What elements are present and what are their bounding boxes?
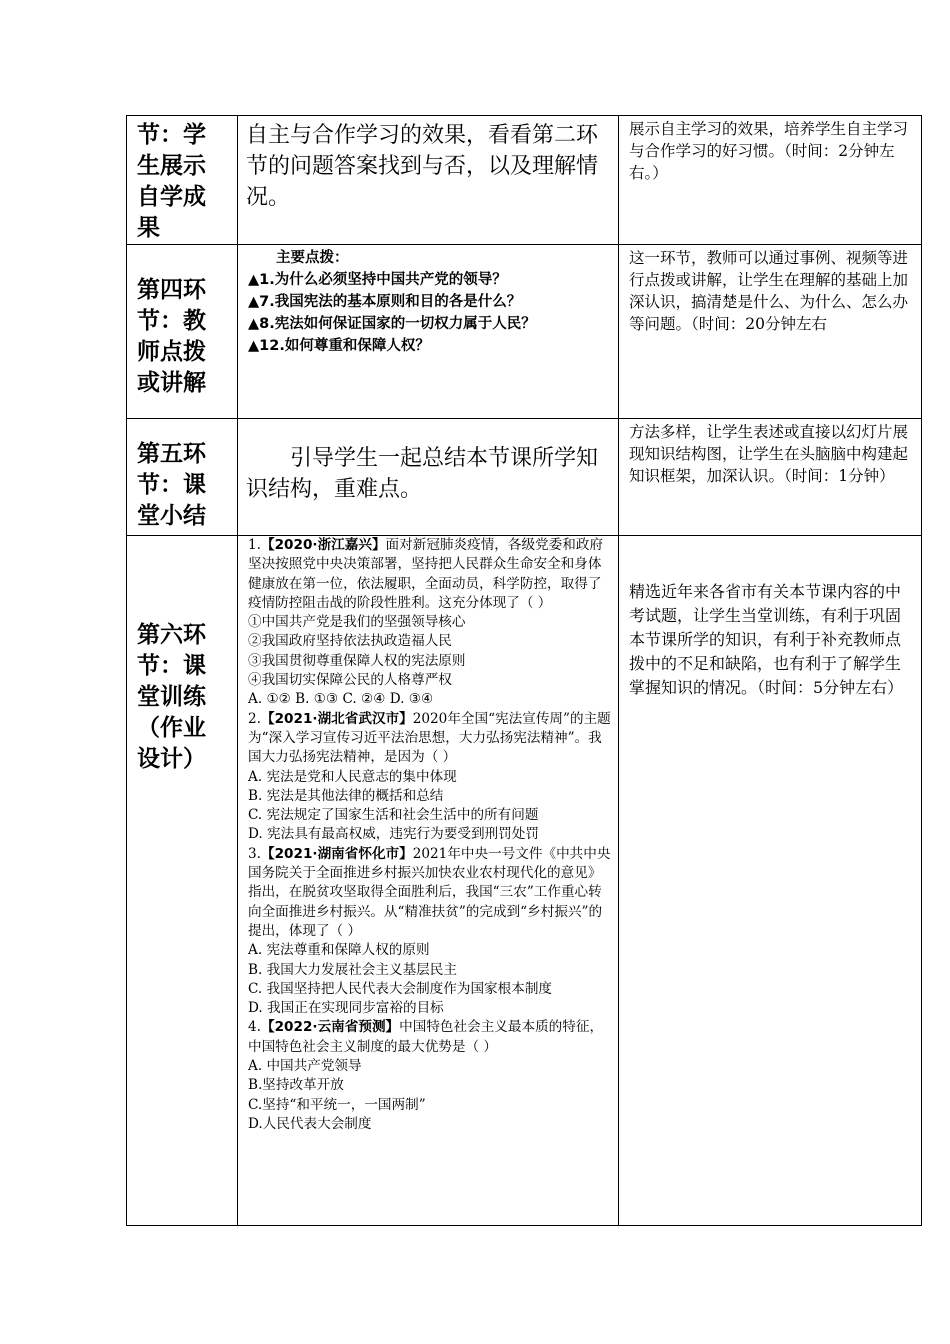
content-cell xyxy=(238,419,619,536)
option: D.人民代表大会制度 xyxy=(248,1115,372,1132)
option: C. 宪法规定了国家生活和社会生活中的所有问题 xyxy=(248,807,539,824)
table-row xyxy=(127,419,922,536)
table-row xyxy=(127,245,922,419)
option: B. 我国大力发展社会主义基层民主 xyxy=(248,961,457,978)
question: 4.【2022·云南省预测】中国特色社会主义最本质的特征，中国特色社会主义制度的最大优势是（ ） xyxy=(248,1019,604,1055)
option: ②我国政府坚持依法执政造福人民 xyxy=(248,633,452,650)
question: 2.【2021·湖北省武汉市】2020年全国“宪法宣传周”的主题为“深入学习宣传习近平法治思想，大力弘扬宪法精神”。我国大力弘扬宪法精神，是因为（ ） xyxy=(248,710,611,766)
content-text: 引导学生一起总结本节课所学知识结构，重难点。 xyxy=(246,446,599,502)
question-source: 【2021·湖北省武汉市】 xyxy=(260,710,413,727)
question-source: 【2020·浙江嘉兴】 xyxy=(260,537,386,553)
question-source: 【2021·湖南省怀化市】 xyxy=(260,845,413,862)
option: ③我国贯彻尊重保障人权的宪法原则 xyxy=(248,652,466,669)
question: 3.【2021·湖南省怀化市】2021年中央一号文件《中共中央国务院关于全面推进乡村振兴加快农业农村现代化的意见》指出，在脱贫攻坚取得全面胜利后，我国“三农”工作重心转向全面推进乡村振兴。从“精准扶贫”的完成到“乡村振兴”的提出，体现了（ ） xyxy=(248,845,611,939)
quiz-questions xyxy=(238,536,618,1134)
content-cell xyxy=(238,116,619,245)
option: C. 我国坚持把人民代表大会制度作为国家根本制度 xyxy=(248,980,553,997)
key-point: ▲12.如何尊重和保障人权？ xyxy=(248,338,430,354)
note-cell xyxy=(619,116,922,245)
content-text: 自主与合作学习的效果，看看第二环节的问题答案找到与否，以及理解情况。 xyxy=(246,123,599,210)
option: ④我国切实保障公民的人格尊严权 xyxy=(248,672,452,689)
key-point: ▲7.我国宪法的基本原则和目的各是什么？ xyxy=(248,294,522,310)
key-point: ▲8.宪法如何保证国家的一切权力属于人民？ xyxy=(248,316,536,332)
key-points-heading: 主要点拨： xyxy=(276,250,349,266)
option: A. ①② B. ①③ C. ②④ D. ③④ xyxy=(248,691,434,708)
note-text: 展示自主学习的效果，培养学生自主学习与合作学习的好习惯。（时间：2分钟左右。） xyxy=(629,120,909,182)
content-cell xyxy=(238,245,619,419)
note-cell xyxy=(619,419,922,536)
option: A. 宪法是党和人民意志的集中体现 xyxy=(248,768,457,785)
question-stem: 2021年中央一号文件《中共中央国务院关于全面推进乡村振兴加快农业农村现代化的意见》指出，在脱贫攻坚取得全面胜利后，我国“三农”工作重心转向全面推进乡村振兴。从“精准扶贫”的完成到“乡村振兴”的提出，体现了（ ） xyxy=(248,845,611,939)
key-points xyxy=(238,245,618,357)
stage-label: 第六环节：课堂训练（作业设计） xyxy=(137,622,206,772)
key-point: ▲1.为什么必须坚持中国共产党的领导？ xyxy=(248,272,507,288)
option: B. 宪法是其他法律的概括和总结 xyxy=(248,787,444,804)
option: ①中国共产党是我们的坚强领导核心 xyxy=(248,614,466,631)
stage-cell xyxy=(127,419,238,536)
stage-label: 节：学生展示自学成果 xyxy=(137,122,206,241)
option: A. 宪法尊重和保障人权的原则 xyxy=(248,942,430,959)
note-text: 方法多样，让学生表述或直接以幻灯片展现知识结构图，让学生在头脑脑中构建起知识框架，加深认识。（时间：1分钟） xyxy=(629,423,909,485)
option: C.坚持“和平统一，一国两制” xyxy=(248,1096,426,1113)
question: 1.【2020·浙江嘉兴】面对新冠肺炎疫情，各级党委和政府坚决按照党中央决策部署，坚持把人民群众生命安全和身体健康放在第一位，依法履职，全面动员，科学防控，取得了疫情防控阻击战的阶段性胜利。这充分体现了（ ） xyxy=(248,537,604,611)
stage-label: 第四环节：教师点拨或讲解 xyxy=(137,277,206,396)
stage-cell xyxy=(127,116,238,245)
option: D. 我国正在实现同步富裕的目标 xyxy=(248,1000,444,1017)
option: D. 宪法具有最高权威，违宪行为要受到刑罚处罚 xyxy=(248,826,539,843)
note-text: 精选近年来各省市有关本节课内容的中考试题，让学生当堂训练，有利于巩固本节课所学的知识，有利于补充教师点拨中的不足和缺陷，也有利于了解学生掌握知识的情况。（时间：5分钟左右） xyxy=(629,582,904,697)
note-cell xyxy=(619,245,922,419)
table-row xyxy=(127,116,922,245)
question-source: 【2022·云南省预测】 xyxy=(260,1019,400,1036)
stage-cell xyxy=(127,245,238,419)
question-stem: 中国特色社会主义最本质的特征，中国特色社会主义制度的最大优势是（ ） xyxy=(248,1019,604,1055)
stage-label: 第五环节：课堂小结 xyxy=(137,441,206,529)
option: A. 中国共产党领导 xyxy=(248,1058,362,1075)
question-stem: 2020年全国“宪法宣传周”的主题为“深入学习宣传习近平法治思想，大力弘扬宪法精神”。我国大力弘扬宪法精神，是因为（ ） xyxy=(248,710,611,766)
lesson-plan-table xyxy=(126,115,922,1226)
content-cell xyxy=(238,536,619,1226)
stage-cell xyxy=(127,536,238,1226)
option: B.坚持改革开放 xyxy=(248,1077,344,1094)
table-row xyxy=(127,536,922,1226)
question-stem: 面对新冠肺炎疫情，各级党委和政府坚决按照党中央决策部署，坚持把人民群众生命安全和身体健康放在第一位，依法履职，全面动员，科学防控，取得了疫情防控阻击战的阶段性胜利。这充分体现了（ ） xyxy=(248,537,604,611)
note-text: 这一环节，教师可以通过事例、视频等进行点拨或讲解，让学生在理解的基础上加深认识，搞清楚是什么、为什么、怎么办等问题。（时间：20分钟左右 xyxy=(629,249,909,333)
note-cell xyxy=(619,536,922,1226)
